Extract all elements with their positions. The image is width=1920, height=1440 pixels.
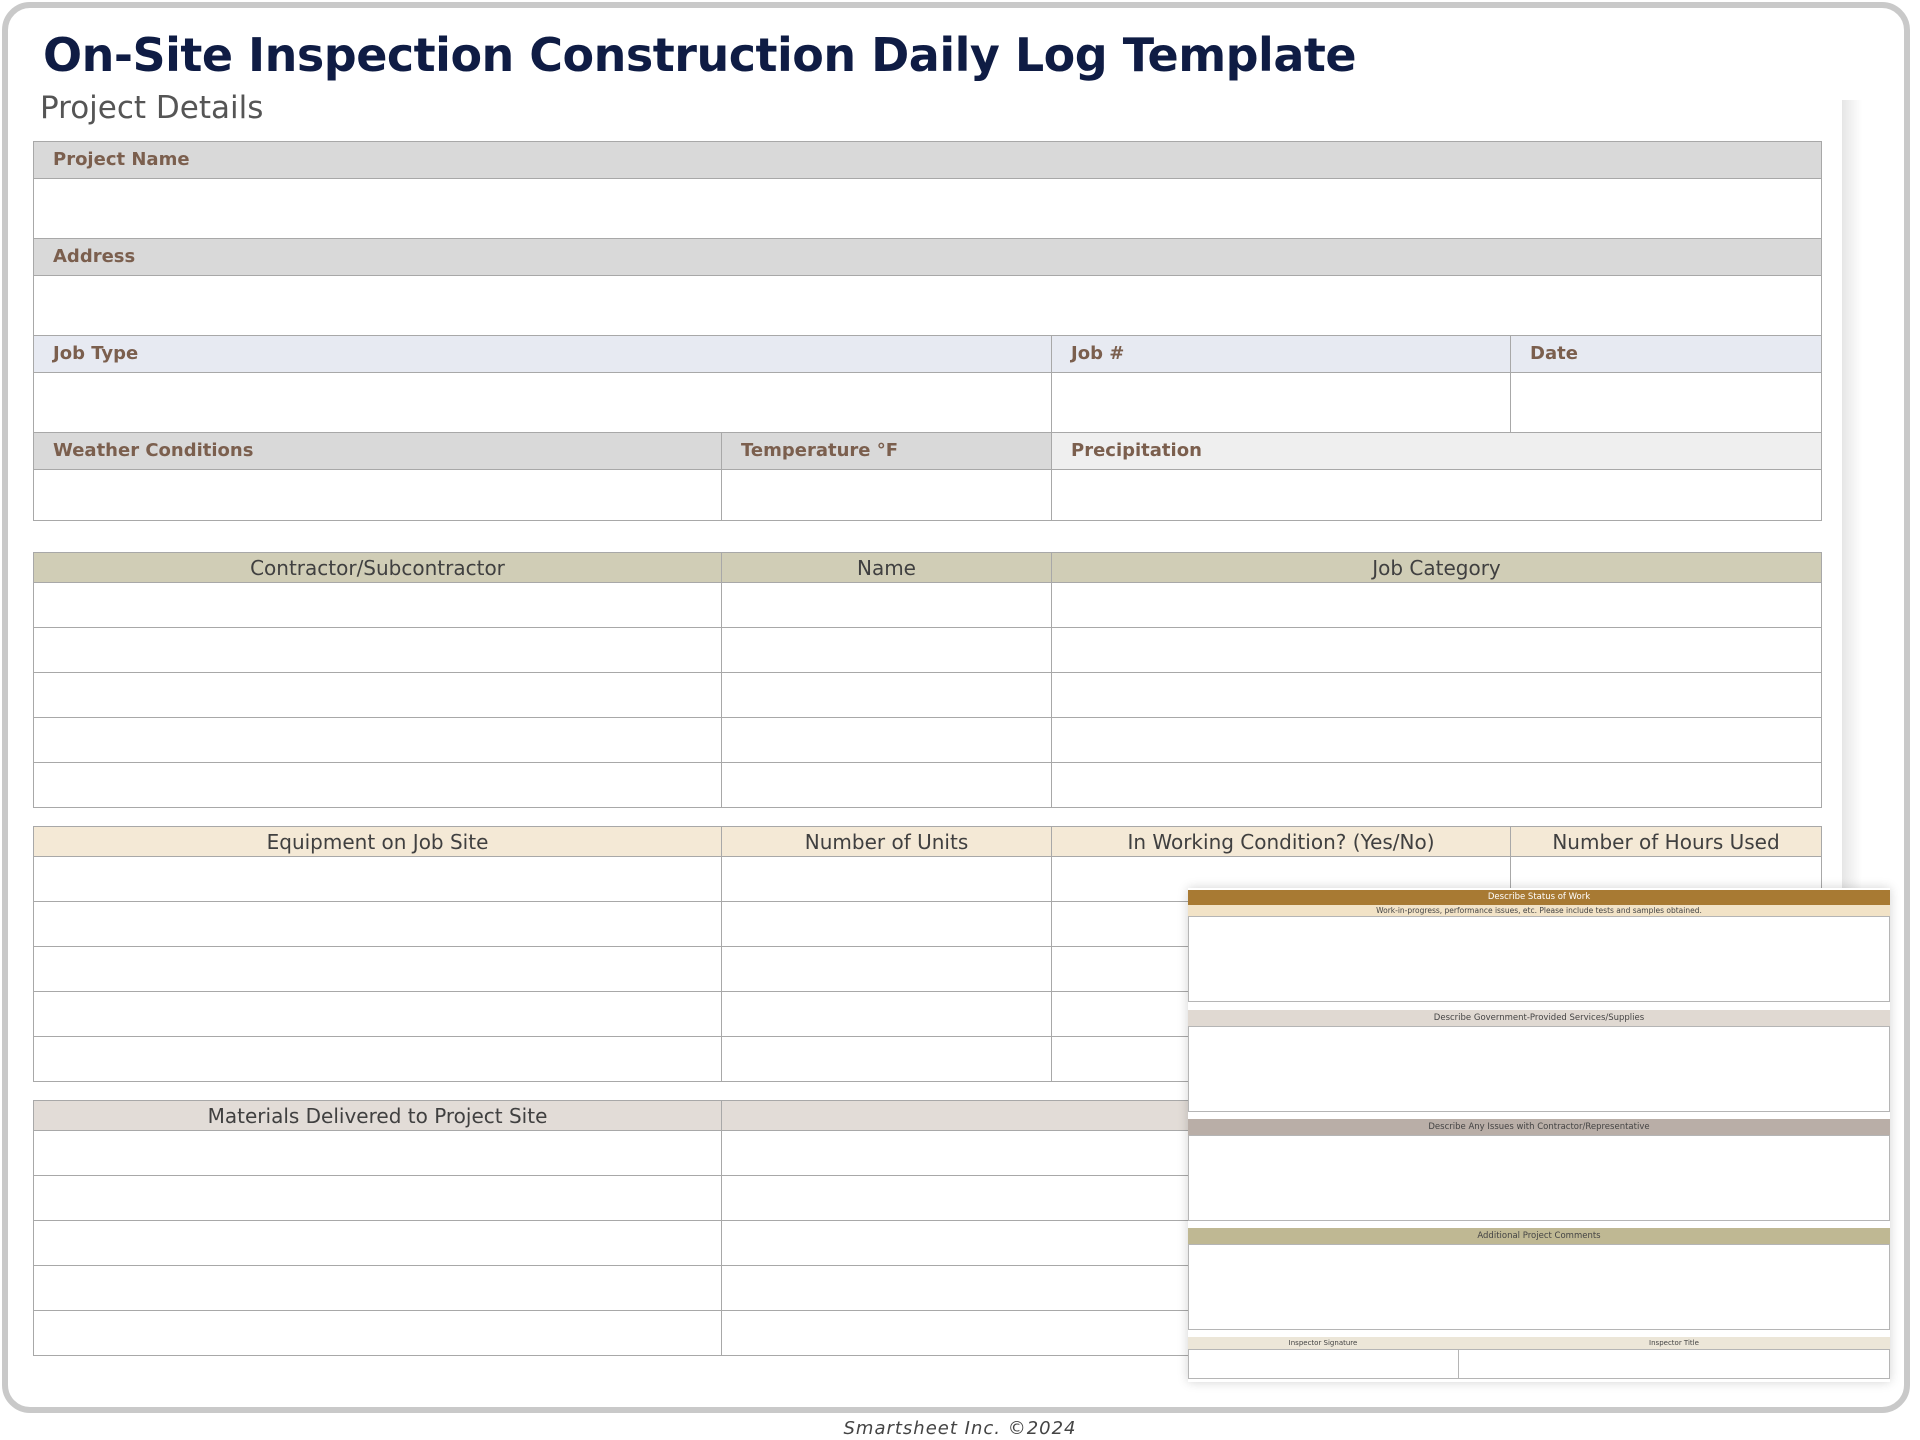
table-cell[interactable] [721,582,1052,628]
contractor-name-header: Name [721,552,1052,583]
table-cell[interactable] [33,856,722,902]
contractor-issues-heading: Describe Any Issues with Contractor/Representative [1188,1119,1890,1135]
temperature-label: Temperature °F [741,440,899,461]
job-type-label-cell [33,335,1052,373]
government-services-field[interactable] [1188,1026,1890,1112]
section-title-project-details: Project Details [40,90,264,126]
government-services-section [1188,1010,1890,1112]
job-type-field[interactable] [33,372,1052,433]
table-cell[interactable] [33,1175,722,1221]
table-cell[interactable] [721,717,1052,763]
table-cell[interactable] [33,1265,722,1311]
project-name-label-cell [33,141,1822,179]
document-title: On-Site Inspection Construction Daily Log Template [43,28,1357,82]
second-page-preview [1188,888,1890,1382]
government-services-heading: Describe Government-Provided Services/Supplies [1188,1010,1890,1026]
inspector-signature-field[interactable] [1188,1349,1459,1379]
table-cell[interactable] [1051,672,1822,718]
additional-comments-field[interactable] [1188,1244,1890,1330]
weather-conditions-label: Weather Conditions [53,440,254,461]
table-cell[interactable] [33,901,722,947]
weather-conditions-field[interactable] [33,469,722,521]
table-cell[interactable] [33,672,722,718]
table-cell[interactable] [721,946,1052,992]
additional-comments-section [1188,1228,1890,1330]
table-cell[interactable] [721,901,1052,947]
table-cell[interactable] [33,627,722,673]
project-name-field[interactable] [33,178,1822,239]
contractor-issues-section [1188,1119,1890,1221]
inspector-field-row [1188,1349,1890,1379]
table-cell[interactable] [33,946,722,992]
table-cell[interactable] [1051,717,1822,763]
table-cell[interactable] [721,991,1052,1037]
job-number-field[interactable] [1051,372,1511,433]
number-of-units-header: Number of Units [721,826,1052,857]
table-cell[interactable] [33,1130,722,1176]
table-cell[interactable] [33,1310,722,1356]
table-cell[interactable] [33,582,722,628]
job-number-label: Job # [1071,343,1125,364]
job-number-label-cell [1051,335,1511,373]
temperature-field[interactable] [721,469,1052,521]
hours-used-header: Number of Hours Used [1510,826,1822,857]
table-cell[interactable] [33,991,722,1037]
inspector-signature-label: Inspector Signature [1288,1339,1358,1347]
date-label-cell [1510,335,1822,373]
contractor-issues-field[interactable] [1188,1135,1890,1221]
job-type-label: Job Type [53,343,139,364]
inspector-title-label: Inspector Title [1649,1339,1699,1347]
table-cell[interactable] [721,762,1052,808]
project-name-label: Project Name [53,149,190,170]
temperature-label-cell [721,432,1052,470]
address-label-cell [33,238,1822,276]
table-cell[interactable] [33,717,722,763]
date-field[interactable] [1510,372,1822,433]
date-label: Date [1530,343,1578,364]
table-cell[interactable] [721,1036,1052,1082]
additional-comments-heading: Additional Project Comments [1188,1228,1890,1244]
precipitation-label-cell [1051,432,1822,470]
table-cell[interactable] [1051,627,1822,673]
copyright-footer: Smartsheet Inc. ©2024 [843,1418,1077,1439]
inspector-section [1188,1337,1890,1379]
status-of-work-hint: Work-in-progress, performance issues, etc. Please include tests and samples obtained. [1188,905,1890,916]
contractor-header: Contractor/Subcontractor [33,552,722,583]
job-category-header: Job Category [1051,552,1822,583]
status-of-work-section [1188,890,1890,1002]
status-of-work-heading: Describe Status of Work [1188,890,1890,905]
inspector-title-field[interactable] [1458,1349,1890,1379]
inspector-header-row [1188,1337,1890,1349]
materials-header: Materials Delivered to Project Site [33,1100,722,1131]
table-cell[interactable] [1051,582,1822,628]
status-of-work-field[interactable] [1188,916,1890,1002]
table-cell[interactable] [1051,762,1822,808]
table-cell[interactable] [721,672,1052,718]
table-cell[interactable] [33,1036,722,1082]
table-cell[interactable] [33,762,722,808]
table-cell[interactable] [721,627,1052,673]
address-label: Address [53,246,136,267]
precipitation-label: Precipitation [1071,440,1202,461]
weather-conditions-label-cell [33,432,722,470]
precipitation-field[interactable] [1051,469,1822,521]
equipment-header: Equipment on Job Site [33,826,722,857]
table-cell[interactable] [33,1220,722,1266]
working-condition-header: In Working Condition? (Yes/No) [1051,826,1511,857]
address-field[interactable] [33,275,1822,336]
table-cell[interactable] [721,856,1052,902]
